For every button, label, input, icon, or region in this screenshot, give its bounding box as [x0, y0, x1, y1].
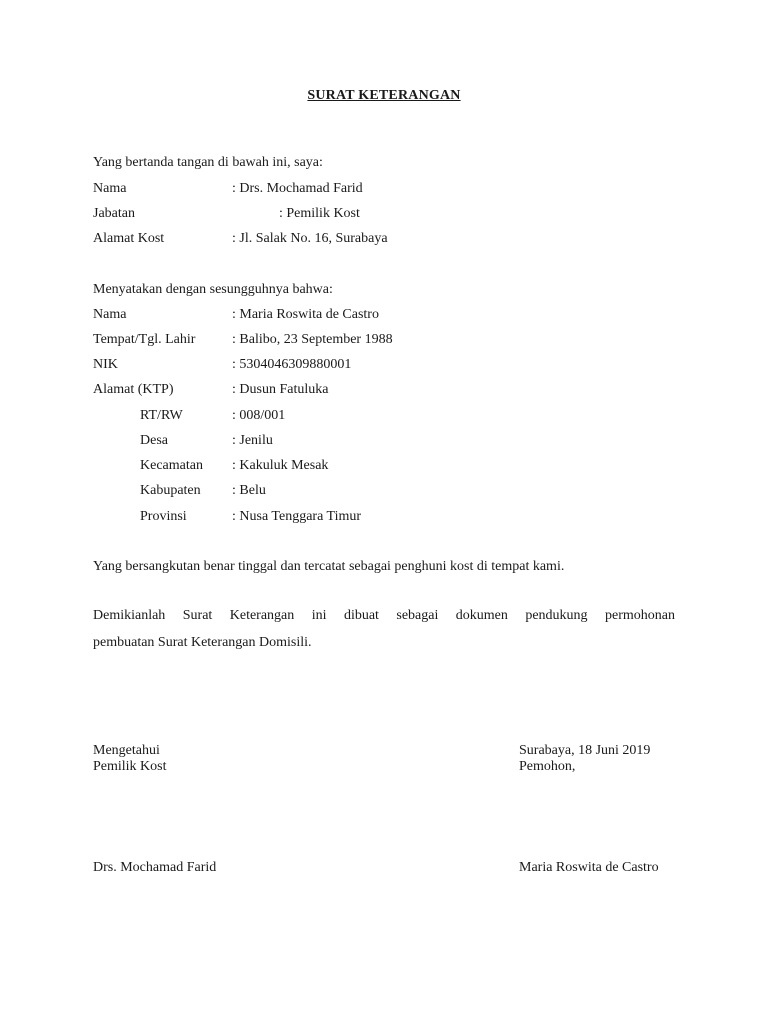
resident-name-value: : Maria Roswita de Castro: [232, 307, 379, 322]
resident-province-label: Provinsi: [140, 509, 187, 524]
resident-nik-label: NIK: [93, 357, 118, 372]
resident-name-label: Nama: [93, 307, 127, 322]
closing-word: pendukung: [525, 608, 588, 623]
resident-province-value: : Nusa Tenggara Timur: [232, 509, 362, 524]
place-date: Surabaya, 18 Juni 2019: [519, 743, 651, 758]
resident-birth-value: : Balibo, 23 September 1988: [232, 332, 393, 347]
document-title: SURAT KETERANGAN: [307, 88, 461, 103]
resident-rtrw-value: : 008/001: [232, 408, 286, 423]
resident-nik-value: : 5304046309880001: [232, 357, 352, 372]
resident-address-label: Alamat (KTP): [93, 382, 174, 397]
closing-word: Demikianlah: [93, 608, 166, 623]
closing-word: sebagai: [396, 608, 439, 623]
owner-position-value: : Pemilik Kost: [279, 206, 360, 221]
owner-name-label: Nama: [93, 181, 127, 196]
closing-line-1: [93, 607, 675, 625]
resident-regency-label: Kabupaten: [140, 483, 201, 498]
owner-role-label: Pemilik Kost: [93, 759, 167, 774]
closing-word: dibuat: [343, 608, 379, 623]
closing-word: dokumen: [455, 608, 508, 623]
owner-position-label: Jabatan: [93, 206, 135, 221]
resident-district-value: : Kakuluk Mesak: [232, 458, 329, 473]
statement-text: Menyatakan dengan sesungguhnya bahwa:: [93, 282, 333, 297]
acknowledged-label: Mengetahui: [93, 743, 160, 758]
owner-name-value: : Drs. Mochamad Farid: [232, 181, 363, 196]
resident-address-value: : Dusun Fatuluka: [232, 382, 329, 397]
resident-regency-value: : Belu: [232, 483, 266, 498]
closing-word: Surat: [182, 608, 213, 623]
closing-line-2: pembuatan Surat Keterangan Domisili.: [93, 635, 312, 650]
applicant-signature-name: Maria Roswita de Castro: [519, 860, 659, 875]
resident-village-value: : Jenilu: [232, 433, 273, 448]
owner-signature-name: Drs. Mochamad Farid: [93, 860, 217, 875]
resident-rtrw-label: RT/RW: [140, 408, 183, 423]
resident-district-label: Kecamatan: [140, 458, 203, 473]
residence-statement: Yang bersangkutan benar tinggal dan tercatat sebagai penghuni kost di tempat kami.: [93, 559, 565, 574]
owner-address-label: Alamat Kost: [93, 231, 165, 246]
applicant-role-label: Pemohon,: [519, 759, 576, 774]
closing-word: Keterangan: [229, 608, 295, 623]
owner-address-value: : Jl. Salak No. 16, Surabaya: [232, 231, 388, 246]
resident-village-label: Desa: [140, 433, 168, 448]
resident-birth-label: Tempat/Tgl. Lahir: [93, 332, 196, 347]
closing-word: permohonan: [605, 608, 675, 623]
closing-word: ini: [311, 608, 327, 623]
intro-text: Yang bertanda tangan di bawah ini, saya:: [93, 155, 323, 170]
